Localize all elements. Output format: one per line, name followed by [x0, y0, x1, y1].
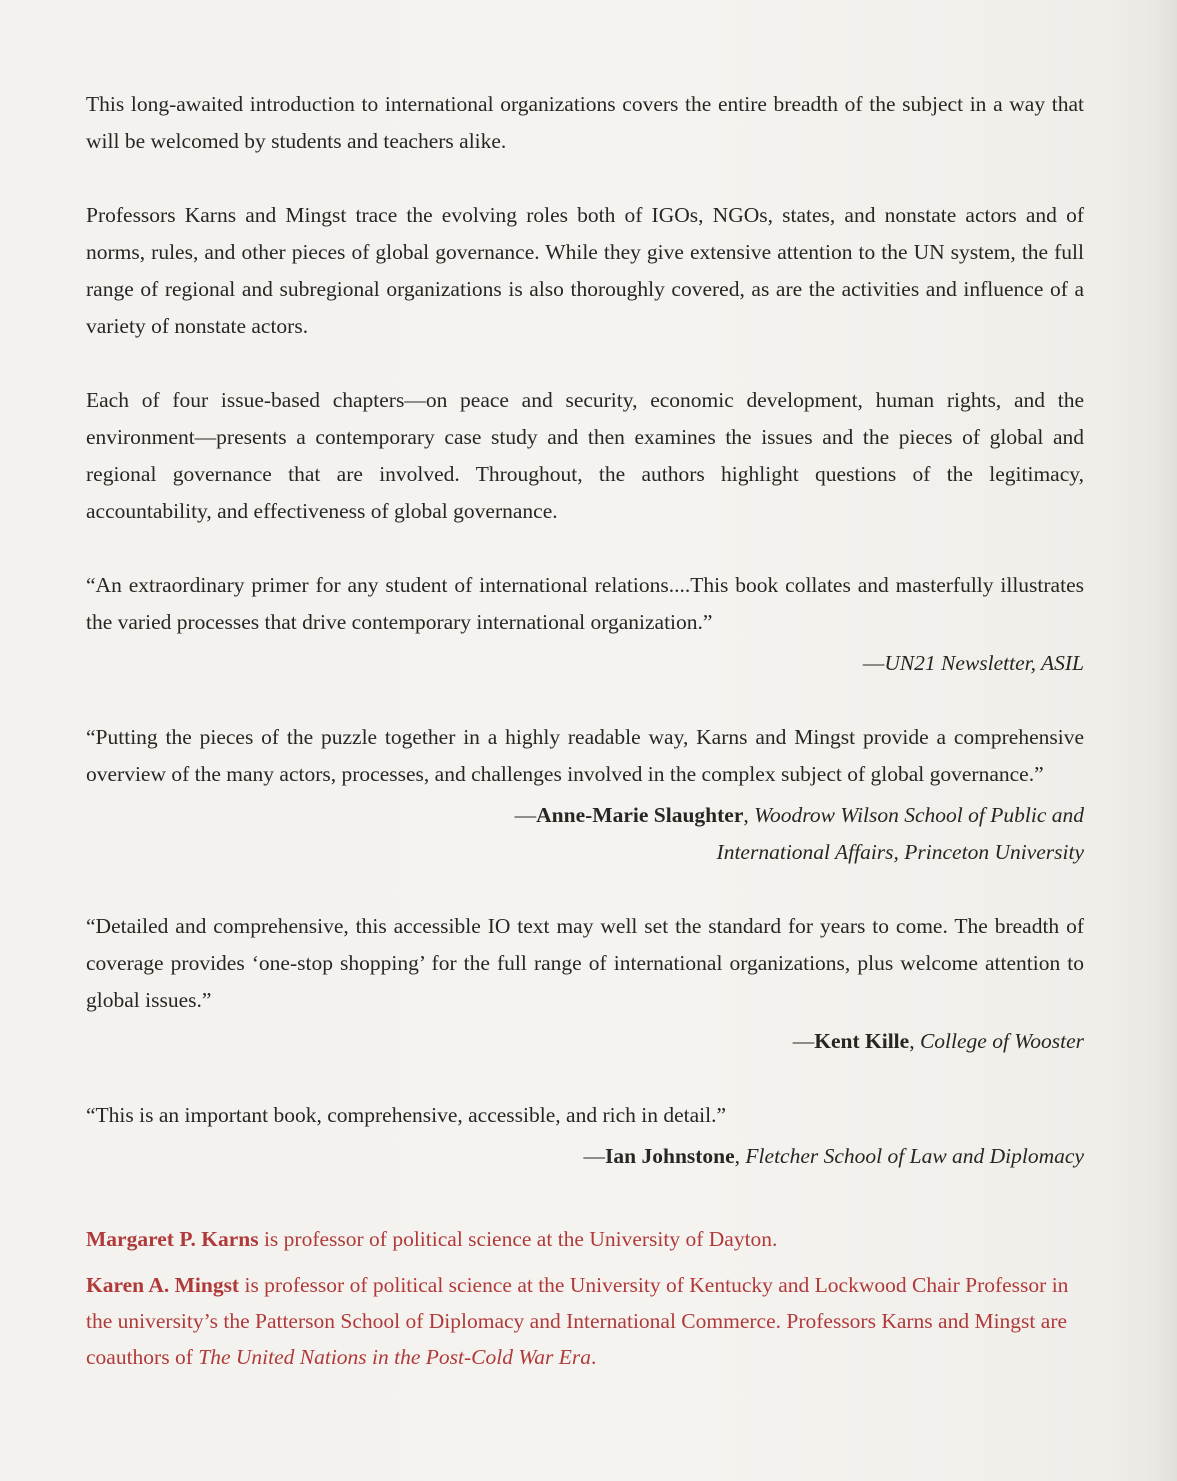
back-cover-text [86, 86, 1084, 1375]
author-name: Karen A. Mingst [86, 1273, 240, 1297]
author-bio-end: . [591, 1345, 597, 1369]
attribution-affiliation: College of Wooster [919, 1029, 1084, 1053]
author-name: Margaret P. Karns [86, 1227, 259, 1251]
author-bio-mingst [86, 1267, 1084, 1375]
review-quote-2: “Putting the pieces of the puzzle together in a highly readable way, Karns and Mingst provide a comprehensive overview of the many actors, processes, and challenges involved in the complex subject of global governance.” [86, 725, 1084, 786]
page-edge-shadow [1107, 0, 1177, 1481]
book-title: The United Nations in the Post-Cold War Era [198, 1345, 592, 1369]
attribution-dash: — [514, 803, 537, 827]
author-bio-text: is professor of political science at the University of Kentucky and Lockwood Chair Professor in the university’s the Patterson School of Diplomacy and International Commerce. Professors Karns and Mingst are coauthors of [86, 1273, 1069, 1369]
attribution-dash: — [583, 1144, 606, 1168]
review-quote-4: “This is an important book, comprehensive, accessible, and rich in detail.” [86, 1103, 727, 1127]
author-bio-text: is professor of political science at the University of Dayton. [258, 1227, 778, 1251]
description-paragraph-1: This long-awaited introduction to international organizations covers the entire breadth of the subject in a way that will be welcomed by students and teachers alike. [86, 92, 1084, 153]
review-attribution-2: —Anne-Marie Slaughter, Woodrow Wilson School of Public and International Affairs, Princeton University [514, 803, 1084, 864]
attribution-name: Ian Johnstone [605, 1144, 735, 1168]
description-paragraph-2: Professors Karns and Mingst trace the evolving roles both of IGOs, NGOs, states, and nonstate actors and of norms, rules, and other pieces of global governance. While they give extensive attention to the UN system, the full range of regional and subregional organizations is also thoroughly covered, as are the activities and influence of a variety of nonstate actors. [86, 203, 1084, 338]
review-attribution-3: —Kent Kille, College of Wooster [792, 1029, 1084, 1053]
attribution-affiliation: UN21 Newsletter, ASIL [884, 651, 1084, 675]
attribution-affiliation-line2: International Affairs, Princeton University [716, 840, 1084, 864]
review-quote-3: “Detailed and comprehensive, this accessible IO text may well set the standard for years to come. The breadth of coverage provides ‘one-stop shopping’ for the full range of international organizations, plus welcome attention to global issues.” [86, 914, 1084, 1012]
description-paragraph-3: Each of four issue-based chapters—on peace and security, economic development, human rights, and the environment—presents a contemporary case study and then examines the issues and the pieces of global and regional governance that are involved. Throughout, the authors highlight questions of the legitimacy, accountability, and effectiveness of global governance. [86, 388, 1084, 523]
review-quote-1: “An extraordinary primer for any student of international relations....This book collates and masterfully illustrates the varied processes that drive contemporary international organization.” [86, 573, 1084, 634]
review-attribution-4: —Ian Johnstone, Fletcher School of Law and Diplomacy [583, 1144, 1084, 1168]
attribution-affiliation-line1: Woodrow Wilson School of Public and [754, 803, 1084, 827]
attribution-affiliation: Fletcher School of Law and Diplomacy [745, 1144, 1084, 1168]
review-attribution-1 [86, 645, 1084, 682]
author-bios [86, 1221, 1084, 1375]
attribution-dash: — [792, 1029, 815, 1053]
attribution-name: Kent Kille [814, 1029, 910, 1053]
attribution-dash: — [862, 651, 885, 675]
attribution-name: Anne-Marie Slaughter [536, 803, 744, 827]
author-bio-karns [86, 1221, 1084, 1257]
